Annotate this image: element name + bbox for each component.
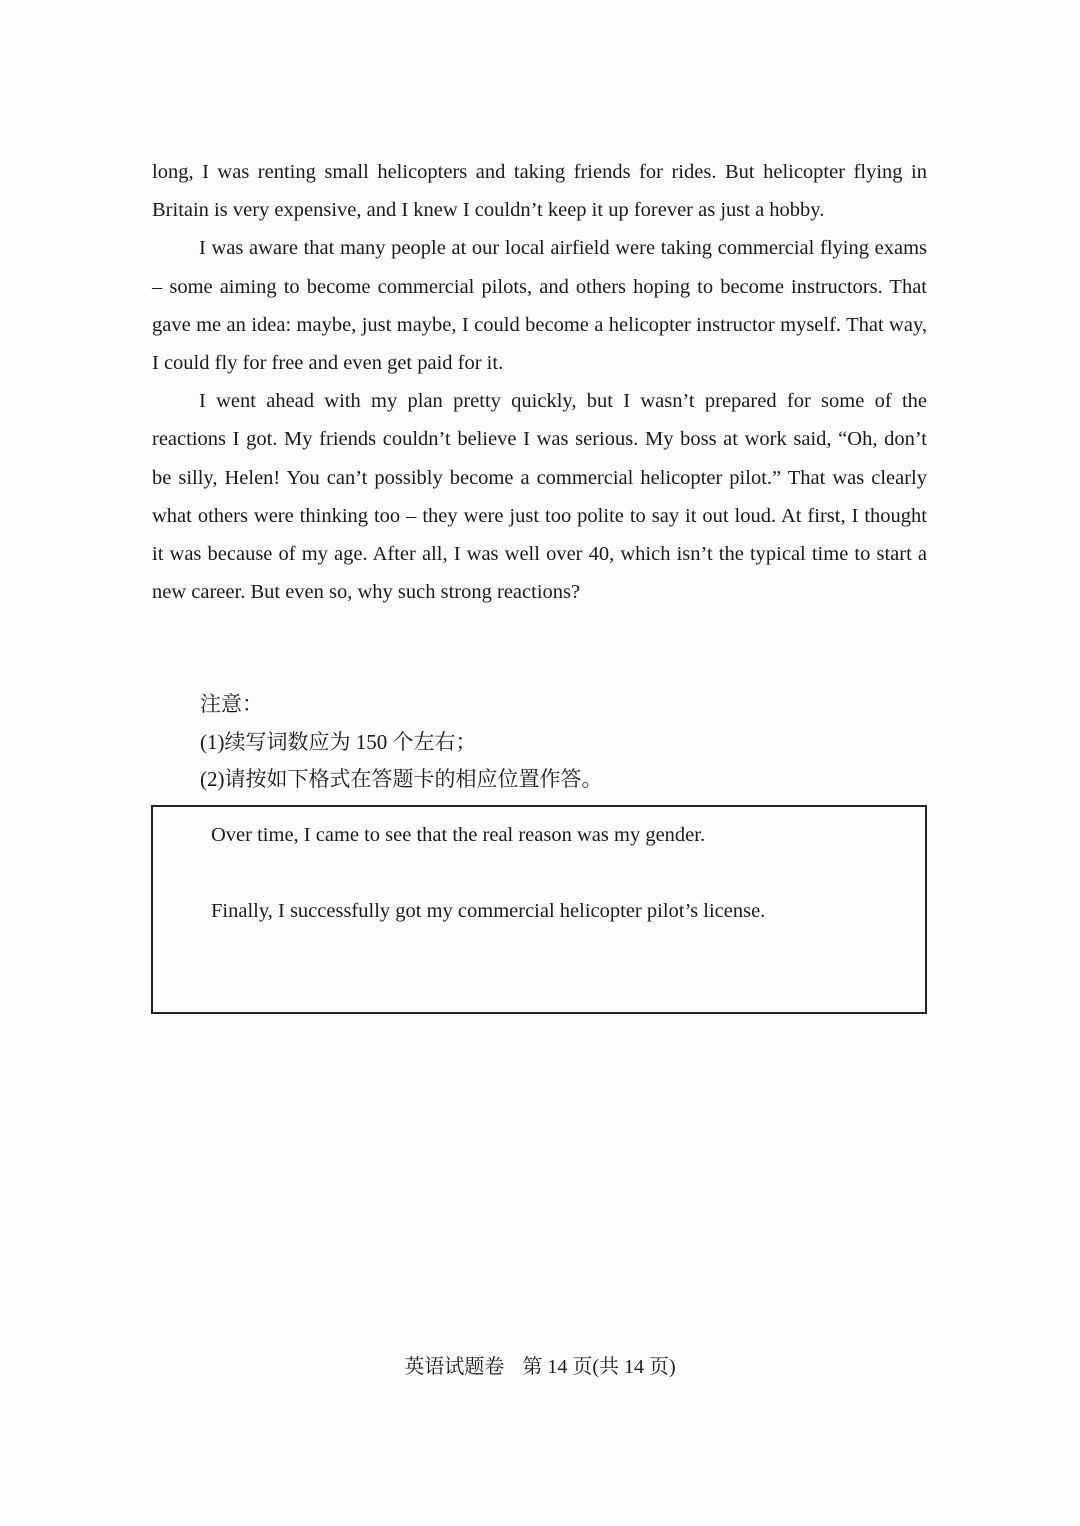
answer-format-box: [151, 805, 927, 1014]
passage: [152, 153, 927, 611]
note-item-answer-format: (2)请按如下格式在答题卡的相应位置作答。: [200, 767, 603, 791]
passage-paragraph-2: I was aware that many people at our local airfield were taking commercial flying exams – some aiming to become commercial pilots, and others hoping to become instructors. That gave me an idea: maybe, just maybe, I could become a helicopter instructor myself. That way, I could fly for free and even get paid for it.: [152, 237, 927, 375]
notes-heading: 注意：: [200, 692, 263, 716]
exam-name: 英语试题卷: [404, 1356, 505, 1378]
continuation-prompt-1: Over time, I came to see that the real reason was my gender.: [211, 824, 706, 846]
continuation-prompt-2: Finally, I successfully got my commercial helicopter pilot’s license.: [211, 900, 766, 922]
writing-notes: [200, 686, 603, 799]
page-footer: [0, 1350, 1080, 1379]
note-item-word-count: (1)续写词数应为 150 个左右；: [200, 729, 477, 754]
passage-paragraph-1: long, I was renting small helicopters and taking friends for rides. But helicopter flying in Britain is very expensive, and I knew I couldn’t keep it up forever as just a hobby.: [152, 161, 927, 222]
passage-paragraph-3: I went ahead with my plan pretty quickly, but I wasn’t prepared for some of the reactions I got. My friends couldn’t believe I was serious. My boss at work said, “Oh, don’t be silly, Helen! You can’t possibly become a commercial helicopter pilot.” That was clearly what others were thinking too – they were just too polite to say it out loud. At first, I thought it was because of my age. After all, I was well over 40, which isn’t the typical time to start a new career. But even so, why such strong reactions?: [152, 390, 927, 604]
page-number: 第 14 页(共 14 页): [522, 1356, 676, 1378]
